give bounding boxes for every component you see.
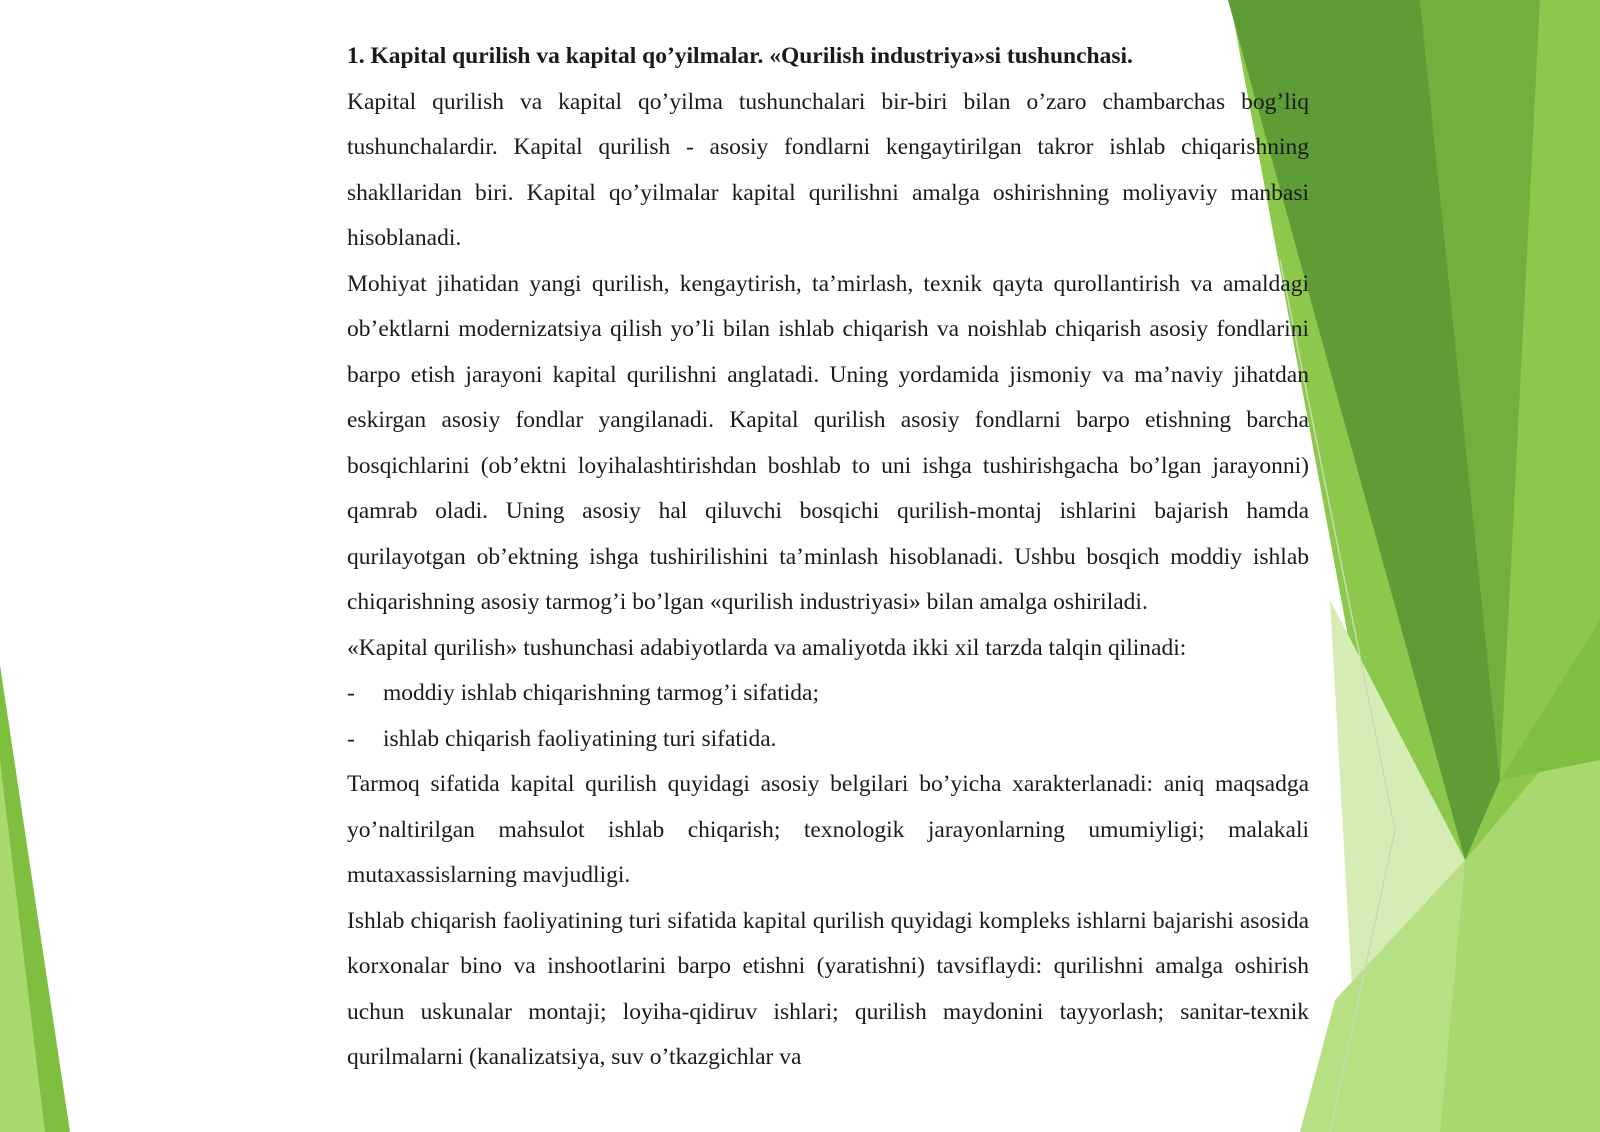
- list-item-text: ishlab chiqarish faoliyatining turi sifatida.: [383, 725, 777, 752]
- paragraph: Kapital qurilish va kapital qo’yilma tushunchalari bir-biri bilan o’zaro chambarchas bog’liq tushunchalardir. Kapital qurilish - asosiy fondlarni kengaytirilgan takror ishlab chiqarishning shakllaridan biri. Kapital qo’yilmalar kapital qurilishni amalga oshirishning moliyaviy manbasi hisoblanadi.: [347, 88, 1309, 251]
- paragraph: «Kapital qurilish» tushunchasi adabiyotlarda va amaliyotda ikki xil tarzda talqin qilinadi:: [347, 634, 1187, 661]
- section-heading: 1. Kapital qurilish va kapital qo’yilmalar. «Qurilish industriya»si tushunchasi.: [347, 43, 1133, 69]
- list-item-text: moddiy ishlab chiqarishning tarmog’i sifatida;: [383, 680, 819, 706]
- list-item: [347, 671, 1309, 717]
- paragraph: Mohiyat jihatidan yangi qurilish, kengaytirish, ta’mirlash, texnik qayta qurollantirish va amaldagi ob’ektlarni modernizatsiya qilish yo’li bilan ishlab chiqarish va noishlab chiqarish asosiy fondlarini barpo etish jarayoni kapital qurilishni anglatadi. Uning yordamida jismoniy va ma’naviy jihatdan eskirgan asosiy fondlar yangilanadi. Kapital qurilish asosiy fondlarni barpo etishning barcha bosqichlarini (ob’ektni loyihalashtirishdan boshlab to uni ishga tushirishgacha bo’lgan jarayonni) qamrab oladi. Uning asosiy hal qiluvchi bosqichi qurilish-montaj ishlarini bajarish hamda qurilayotgan ob’ektning ishga tushirilishini ta’minlash hisoblanadi. Ushbu bosqich moddiy ishlab chiqarishning asosiy tarmog’i bo’lgan «qurilish industriyasi» bilan amalga oshiriladi.: [347, 270, 1309, 615]
- bullet-marker: -: [347, 680, 355, 706]
- list-item: [347, 717, 1309, 763]
- paragraph: Ishlab chiqarish faoliyatining turi sifatida kapital qurilish quyidagi kompleks ishlarni bajarishi asosida korxonalar bino va inshootlarini barpo etishni (yaratishni) tavsiflaydi: qurilishni amalga oshirish uchun uskunalar montaji; loyiha-qidiruv ishlari; qurilish maydonini tayyorlash; sanitar-texnik qurilmalarni (kanalizatsiya, suv o’tkazgichlar va: [347, 907, 1309, 1070]
- paragraph: Tarmoq sifatida kapital qurilish quyidagi asosiy belgilari bo’yicha xarakterlanadi: aniq maqsadga yo’naltirilgan mahsulot ishlab chiqarish; texnologik jarayonlarning umumiyligi; malakali mutaxassislarning mavjudligi.: [347, 771, 1309, 888]
- document-body: [347, 34, 1309, 1081]
- bullet-marker: -: [347, 725, 355, 752]
